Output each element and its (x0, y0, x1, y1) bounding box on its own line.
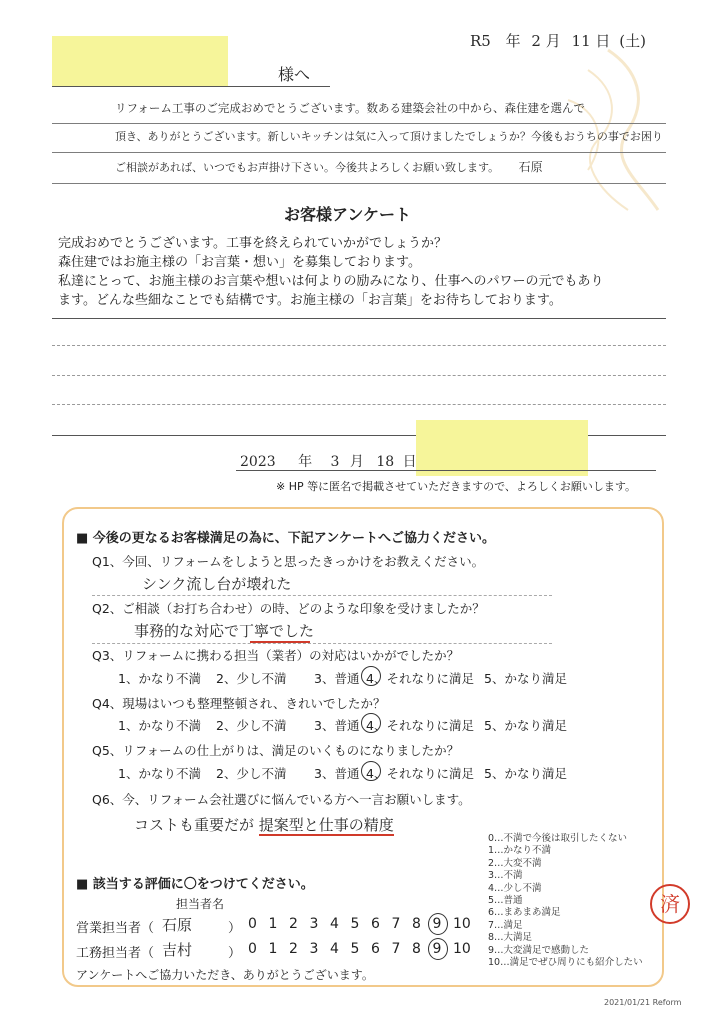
rating-value[interactable]: 4 (330, 916, 339, 932)
recipient-name-redaction (52, 36, 228, 86)
rating-value[interactable]: 0 (248, 941, 257, 957)
selected-option-circle (361, 713, 381, 733)
customer-name-redaction (416, 420, 588, 476)
selected-rating-circle (428, 913, 448, 935)
option-5[interactable]: 5、かなり満足 (484, 718, 567, 733)
salutation: 様へ (278, 65, 311, 84)
question-6: Q6、今、リフォーム会社選びに悩んでいる方へ一言お願いします。 (92, 792, 471, 807)
construction-close-paren: ） (228, 946, 242, 961)
option-2[interactable]: 2、少し不満 (216, 766, 287, 781)
legend-item: 2…大変不満 (488, 857, 542, 869)
staff-header: 担当者名 (176, 897, 225, 911)
answer-line-3 (52, 375, 666, 376)
letter-line-1: リフォーム工事のご完成おめでとうございます。数ある建築会社の中から、森住建を選んで (115, 101, 585, 115)
reply-month-label: 月 (349, 454, 364, 470)
letter-date (470, 30, 646, 51)
option-4[interactable]: 4、それなりに満足 (366, 766, 474, 781)
rating-value[interactable]: 7 (391, 916, 401, 932)
rating-value[interactable]: 8 (412, 916, 421, 932)
option-2[interactable]: 2、少し不満 (216, 718, 287, 733)
reply-year-label: 年 (298, 454, 313, 470)
rating-value[interactable]: 7 (391, 941, 401, 957)
reply-day: 18 (376, 454, 395, 470)
date-month: 2 (531, 32, 541, 50)
salutation-underline (52, 86, 330, 87)
rating-heading: ■ 該当する評価に〇をつけてください。 (76, 877, 314, 892)
rating-value[interactable]: 8 (412, 941, 421, 957)
construction-label: 工務担当者（ (76, 946, 155, 961)
rating-value[interactable]: 6 (371, 941, 380, 957)
rating-value[interactable]: 9 (432, 916, 442, 932)
question-2: Q2、ご相談（お打ち合わせ）の時、どのような印象を受けましたか？ (92, 601, 485, 616)
sales-label: 営業担当者（ (76, 921, 155, 936)
reply-year: 2023 (240, 454, 276, 470)
rating-value[interactable]: 9 (432, 941, 442, 957)
thanks-message: アンケートへご協力いただき、ありがとうございます。 (76, 968, 374, 982)
rating-value[interactable]: 1 (268, 916, 278, 932)
date-weekday: (土) (619, 32, 646, 50)
answer-2-line (92, 643, 552, 644)
option-3[interactable]: 3、普通 (314, 766, 360, 781)
legend-item: 9…大変満足で感動した (488, 944, 590, 956)
rating-value[interactable]: 4 (330, 941, 339, 957)
legend-item: 1…かなり不満 (488, 845, 552, 857)
approval-stamp-text: 済 (660, 892, 680, 916)
option-4[interactable]: 4、それなりに満足 (366, 671, 474, 686)
date-day: 11 (571, 32, 591, 50)
rating-value[interactable]: 1 (268, 941, 278, 957)
date-year-label: 年 (505, 32, 521, 50)
intro-paragraph-4: ます。どんな些細なことでも結構です。お施主様の「お言葉」をお待ちしております。 (58, 293, 562, 308)
legend-item: 3…不満 (488, 870, 523, 882)
legend-item: 5…普通 (488, 895, 523, 906)
option-4[interactable]: 4、それなりに満足 (366, 718, 474, 733)
answer-1-line (92, 595, 552, 596)
approval-stamp (650, 884, 690, 924)
reply-date (240, 451, 417, 471)
option-5[interactable]: 5、かなり満足 (484, 671, 567, 686)
answer-6 (134, 814, 394, 835)
option-1[interactable]: 1、かなり不満 (118, 671, 201, 686)
legend-item: 7…満足 (488, 919, 523, 931)
rating-value[interactable]: 5 (350, 916, 360, 932)
rating-value[interactable]: 3 (309, 916, 319, 932)
intro-paragraph-1: 完成おめでとうございます。工事を終えられていかがでしょうか？ (58, 236, 447, 251)
option-3[interactable]: 3、普通 (314, 718, 360, 733)
questionnaire-heading: ■ 今後の更なるお客様満足の為に、下記アンケートへご協力ください。 (76, 531, 496, 546)
selected-option-circle (361, 666, 381, 686)
intro-paragraph-2: 森住建ではお施主様の「お言葉・想い」を募集しております。 (58, 255, 421, 270)
rating-value[interactable]: 3 (309, 941, 319, 957)
rating-value[interactable]: 10 (453, 916, 471, 932)
sales-close-paren: ） (228, 921, 242, 936)
answer-6-part-1: コストも重要だが (134, 816, 255, 834)
reply-month: 3 (330, 454, 340, 470)
date-month-label: 月 (545, 32, 561, 50)
answer-line-4 (52, 404, 666, 405)
option-1[interactable]: 1、かなり不満 (118, 718, 201, 733)
legend-item: 8…大満足 (488, 932, 533, 944)
rating-value[interactable]: 5 (350, 941, 360, 957)
letter-line-3 (115, 158, 543, 175)
rating-value[interactable]: 2 (289, 916, 298, 932)
date-day-label: 日 (595, 32, 611, 50)
question-5: Q5、リフォームの仕上がりは、満足のいくものになりましたか？ (92, 743, 460, 758)
answer-6-part-2: 提案型と仕事の精度 (258, 816, 394, 834)
answer-line-2 (52, 345, 666, 346)
letter-line-3-text: ご相談があれば、いつでもお声掛け下さい。今後共よろしくお願い致します。 (115, 161, 500, 174)
option-2[interactable]: 2、少し不満 (216, 671, 287, 686)
letter-line-2: 頂き、ありがとうございます。新しいキッチンは気に入って頂けましたでしょうか？今後もおうちの事でお困り (115, 130, 663, 143)
legend-item: 0…不満で今後は取引したくない (488, 833, 628, 844)
question-1: Q1、今回、リフォームをしようと思ったきっかけをお教えください。 (92, 554, 485, 569)
construction-name: 吉村 (162, 941, 193, 959)
survey-title: お客様アンケート (284, 205, 412, 224)
legend-item: 4…少し不満 (488, 882, 542, 894)
rating-value[interactable]: 6 (371, 916, 380, 932)
selected-option-circle (361, 761, 381, 781)
reply-date-underline (236, 470, 656, 471)
rating-value[interactable]: 10 (453, 941, 471, 957)
question-4: Q4、現場はいつも整理整頓され、きれいでしたか？ (92, 696, 386, 711)
option-3[interactable]: 3、普通 (314, 671, 360, 686)
letter-rule-1 (52, 123, 666, 124)
reply-day-label: 日 (402, 454, 417, 470)
answer-line-1 (52, 318, 666, 319)
answer-1: シンク流し台が壊れた (142, 575, 292, 593)
rating-value[interactable]: 2 (289, 941, 298, 957)
letter-rule-2 (52, 152, 666, 153)
intro-paragraph-3: 私達にとって、お施主様のお言葉や想いは何よりの励みになり、仕事へのパワーの元でもあり (58, 274, 604, 289)
legend-item: 6…まあまあ満足 (488, 907, 561, 919)
option-5[interactable]: 5、かなり満足 (484, 766, 567, 781)
option-1[interactable]: 1、かなり不満 (118, 766, 201, 781)
rating-value[interactable]: 0 (248, 916, 257, 932)
selected-rating-circle (428, 938, 448, 960)
answer-2: 事務的な対応で丁寧でした (134, 622, 315, 640)
footer-code: 2021/01/21 Reform (604, 998, 682, 1007)
letter-rule-3 (52, 183, 666, 184)
anonymous-notice: ※ HP 等に匿名で掲載させていただきますので、よろしくお願いします。 (276, 480, 637, 493)
question-3: Q3、リフォームに携わる担当（業者）の対応はいかがでしたか？ (92, 648, 460, 663)
date-era: R5 (470, 32, 491, 50)
letter-signature: 石原 (518, 160, 543, 174)
sales-name: 石原 (162, 916, 193, 934)
legend-item: 10…満足でぜひ周りにも紹介したい (488, 957, 643, 968)
